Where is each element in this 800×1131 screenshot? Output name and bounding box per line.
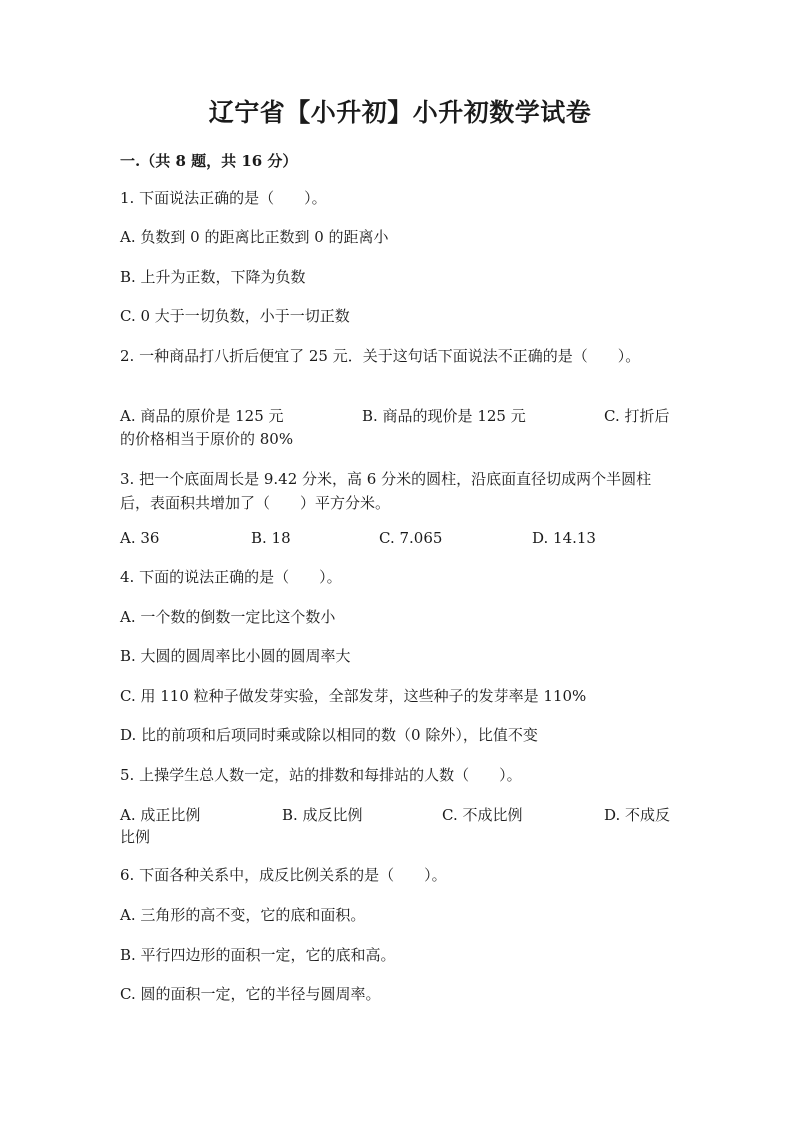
question-1-option-b: B. 上升为正数，下降为负数	[120, 268, 306, 286]
question-5-stem: 5. 上操学生总人数一定，站的排数和每排站的人数（ ）。	[120, 766, 522, 784]
question-1-option-a: A. 负数到 0 的距离比正数到 0 的距离小	[120, 228, 389, 246]
page-title: 辽宁省【小升初】小升初数学试卷	[208, 98, 592, 127]
question-3-option-c: C. 7.065	[379, 529, 443, 547]
question-3-option-b: B. 18	[251, 529, 291, 547]
question-2-stem: 2. 一种商品打八折后便宜了 25 元．关于这句话下面说法不正确的是（ ）。	[120, 347, 641, 365]
question-3-stem: 3. 把一个底面周长是 9.42 分米，高 6 分米的圆柱，沿底面直径切成两个半圆柱后，表面积共增加了（ ）平方分米。	[120, 470, 652, 512]
question-3-option-d: D. 14.13	[532, 529, 596, 547]
question-2-option-c: C. 打折后	[604, 407, 670, 425]
question-5-options-row	[120, 804, 680, 826]
question-1-option-c: C. 0 大于一切负数，小于一切正数	[120, 307, 350, 325]
question-3-option-a: A. 36	[120, 529, 160, 547]
question-2-option-a: A. 商品的原价是 125 元	[120, 407, 284, 425]
section-heading: 一.（共 8 题，共 16 分）	[120, 152, 298, 170]
question-5-option-c: C. 不成比例	[442, 806, 523, 824]
question-5-option-b: B. 成反比例	[282, 806, 363, 824]
question-1-stem: 1. 下面说法正确的是（ ）。	[120, 189, 327, 207]
question-3-options-row	[120, 527, 680, 549]
question-6-option-a: A. 三角形的高不变，它的底和面积。	[120, 906, 366, 924]
question-5-option-d: D. 不成反	[604, 806, 671, 824]
question-4-option-c: C. 用 110 粒种子做发芽实验，全部发芽，这些种子的发芽率是 110%	[120, 687, 587, 705]
question-4-option-a: A. 一个数的倒数一定比这个数小	[120, 608, 336, 626]
question-6-stem: 6. 下面各种关系中，成反比例关系的是（ ）。	[120, 866, 447, 884]
question-2-option-b: B. 商品的现价是 125 元	[362, 407, 526, 425]
question-4-option-d: D. 比的前项和后项同时乘或除以相同的数（0 除外），比值不变	[120, 726, 538, 744]
question-4-stem: 4. 下面的说法正确的是（ ）。	[120, 568, 342, 586]
question-5-option-d-continued: 比例	[120, 828, 151, 846]
question-6-option-b: B. 平行四边形的面积一定，它的底和高。	[120, 946, 396, 964]
question-5-option-a: A. 成正比例	[120, 806, 201, 824]
question-2-options-row	[120, 405, 680, 427]
question-4-option-b: B. 大圆的圆周率比小圆的圆周率大	[120, 647, 351, 665]
question-2-option-c-continued: 的价格相当于原价的 80%	[120, 430, 294, 448]
question-6-option-c: C. 圆的面积一定，它的半径与圆周率。	[120, 985, 381, 1003]
